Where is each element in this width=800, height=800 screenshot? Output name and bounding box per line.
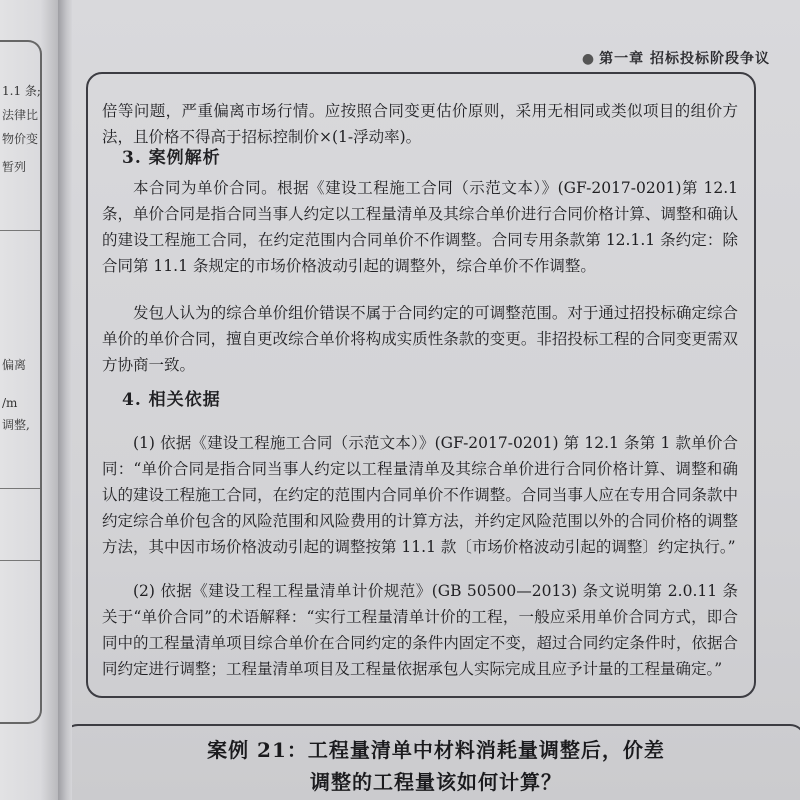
- section-heading-basis: 4. 相关依据: [122, 390, 221, 410]
- adjacent-page-fragment: 法律比: [2, 108, 39, 122]
- book-page: [72, 0, 800, 800]
- adjacent-page-rule: [0, 560, 40, 561]
- adjacent-page-rule: [0, 488, 40, 489]
- running-header: [582, 48, 770, 68]
- case-title-line-2: 调整的工程量该如何计算？: [310, 770, 562, 794]
- adjacent-page-rule: [0, 230, 40, 231]
- section-heading-analysis: 3. 案例解析: [122, 148, 221, 168]
- adjacent-page: [0, 0, 58, 800]
- analysis-paragraph-2: 发包人认为的综合单价组价错误不属于合同约定的可调整范围。对于通过招投标确定综合单价的单价合同，擅自更改综合单价将构成实质性条款的变更。非招投标工程的合同变更需双方协商一致。: [102, 304, 738, 374]
- adjacent-page-fragment: 暂列: [2, 160, 27, 174]
- adjacent-page-fragment: 1.1 条;: [2, 84, 41, 98]
- header-bullet-icon: ●: [581, 51, 596, 67]
- adjacent-page-fragment: 偏离: [2, 358, 27, 372]
- basis-paragraph-2: (2) 依据《建设工程工程量清单计价规范》(GB 50500—2013) 条文说明第 2.0.11 条关于“单价合同”的术语解释：“实行工程量清单计价的工程，一般应采用单价合同方式，即合同中的工程量清单项目综合单价在合同约定的条件内固定不变，超过合同约定条件时，依据合同约定进行调整；工程量清单项目及工程量依据承包人实际完成且应予计量的工程量确定。”: [102, 582, 738, 678]
- analysis-paragraph-1: 本合同为单价合同。根据《建设工程施工合同（示范文本）》(GF-2017-0201)第 12.1 条，单价合同是指合同当事人约定以工程量清单及其综合单价进行合同价格计算、调整和确认的建设工程施工合同，在约定范围内合同单价不作调整。合同专用条款第 12.1.1 条约定：除合同第 11.1 条规定的市场价格波动引起的调整外，综合单价不作调整。: [102, 179, 738, 275]
- chapter-title: 第一章 招标投标阶段争议: [599, 51, 770, 67]
- book-gutter: [58, 0, 72, 800]
- continued-paragraph: 倍等问题，严重偏离市场行情。应按照合同变更估价原则，采用无相同或类似项目的组价方法，且价格不得高于招标控制价×(1-浮动率)。: [102, 102, 738, 146]
- adjacent-page-fragment: 物价变: [2, 132, 39, 146]
- adjacent-page-fragment: /m: [2, 396, 18, 410]
- adjacent-page-fragment: 调整,: [2, 418, 30, 432]
- case-title-line-1: 案例 21：工程量清单中材料消耗量调整后，价差: [207, 738, 665, 762]
- basis-paragraph-1: (1) 依据《建设工程施工合同（示范文本）》(GF-2017-0201) 第 12.1 条第 1 款单价合同：“单价合同是指合同当事人约定以工程量清单及其综合单价进行合同价格计算、调整和确认的建设工程施工合同，在约定的范围内合同单价不作调整。合同当事人应在专用合同条款中约定综合单价包含的风险范围和风险费用的计算方法，并约定风险范围以外的合同价格的调整方法，其中因市场价格波动引起的调整按第 11.1 款〔市场价格波动引起的调整〕约定执行。”: [102, 434, 738, 556]
